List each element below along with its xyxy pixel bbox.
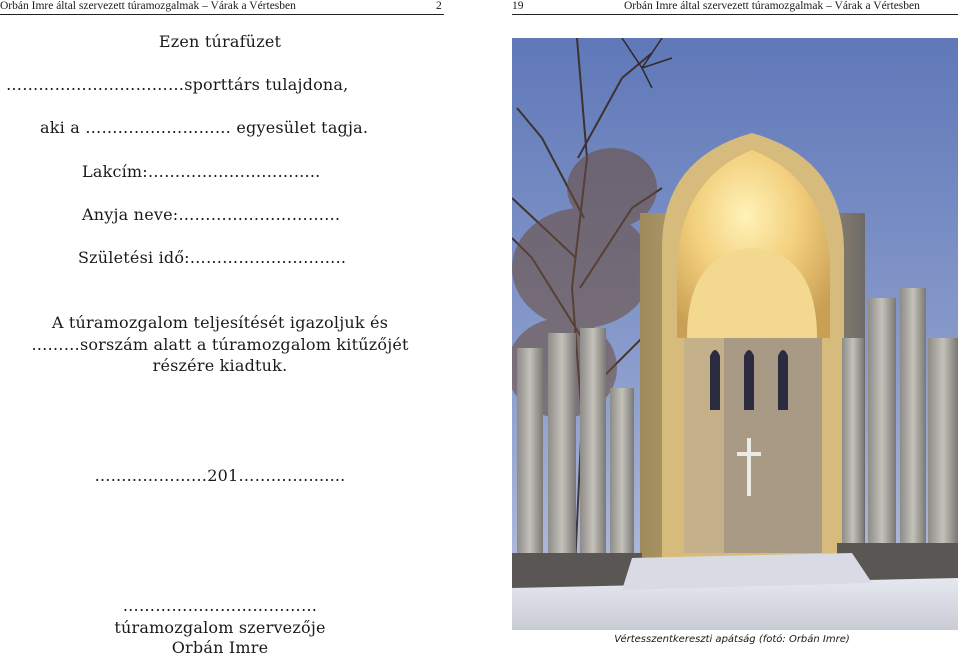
confirmation-line-3: részére kiadtuk. xyxy=(152,356,288,375)
owner-line: ……………………………sporttárs tulajdona, xyxy=(6,75,349,94)
date-line: …......…………201…………........ xyxy=(94,466,346,485)
intro-line: Ezen túrafüzet xyxy=(158,32,282,51)
left-header-rule xyxy=(0,14,444,15)
left-running-head-title: Orbán Imre által szervezett túramozgalmak – Várak a Vértesben xyxy=(0,0,296,12)
right-running-head-title: Orbán Imre által szervezett túramozgalmak – Várak a Vértesben xyxy=(624,0,920,12)
left-page-number: 2 xyxy=(436,0,442,12)
address-line: Lakcím:………………………….. xyxy=(82,162,321,181)
left-page xyxy=(0,0,452,656)
mother-name-line: Anyja neve:………………………… xyxy=(82,205,341,224)
birth-date-line: Születési idő:……………………….. xyxy=(78,248,347,267)
right-header-rule xyxy=(512,14,958,15)
photo-caption: Vértesszentkereszti apátság (fotó: Orbán Imre) xyxy=(614,634,850,645)
member-line: aki a ……………………… egyesület tagja. xyxy=(40,118,369,137)
confirmation-line-1: A túramozgalom teljesítését igazoljuk és xyxy=(51,313,389,332)
organizer-role: túramozgalom szervezője xyxy=(114,618,326,637)
signature-line: ……………………………… xyxy=(122,596,318,615)
right-page xyxy=(504,0,960,656)
confirmation-line-2: ………sorszám alatt a túramozgalom kitűzőjét xyxy=(31,335,409,354)
abbey-ruin-photo xyxy=(512,38,958,630)
right-page-number: 19 xyxy=(512,0,524,12)
organizer-name: Orbán Imre xyxy=(171,638,269,657)
